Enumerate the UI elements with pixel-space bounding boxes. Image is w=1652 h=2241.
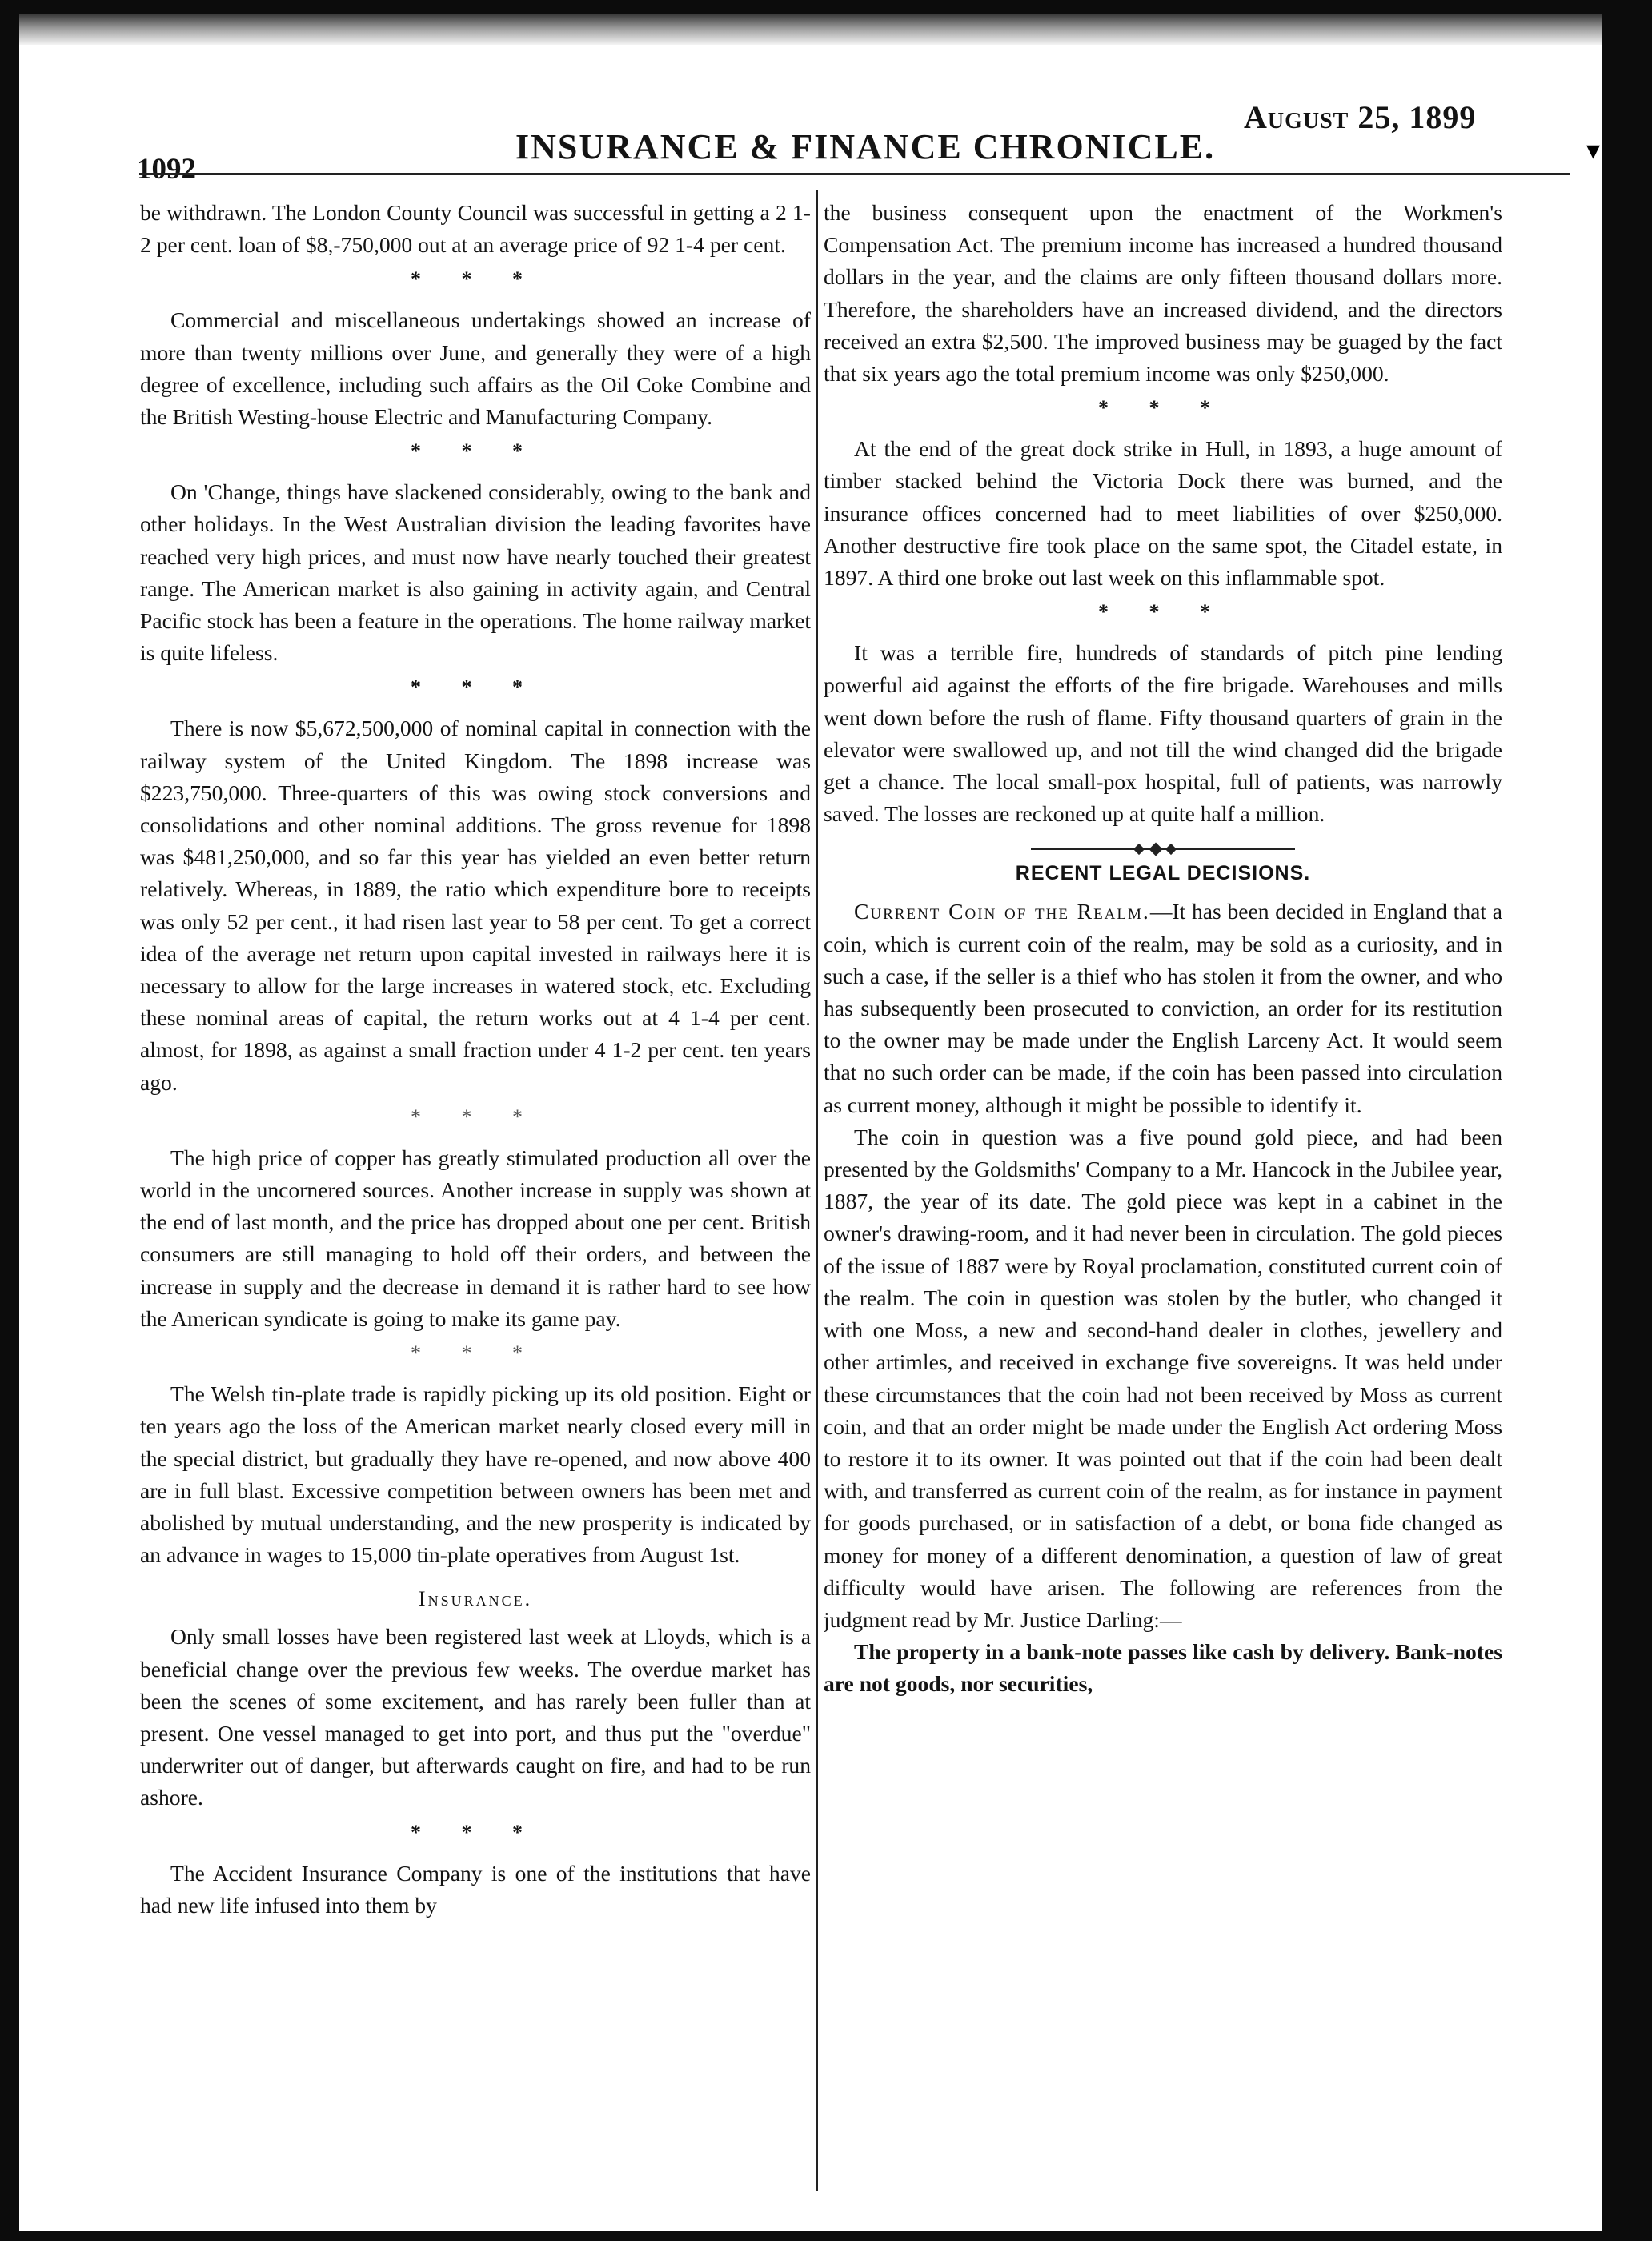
left-column — [140, 197, 811, 2190]
insurance-subheading: Insurance. — [418, 1587, 533, 1611]
article-paragraph: On 'Change, things have slackened considerably, owing to the bank and other holidays. In the West Australian division the leading favorites have reached very high prices, and must now have nearly touched their greatest range. The American market is also gaining in activity again, and Central Pacific stock has been a feature in the operations. The home railway market is quite lifeless. — [140, 479, 811, 666]
section-separator: * * * — [411, 1341, 540, 1365]
section-separator: * * * — [411, 1820, 540, 1844]
page-header — [19, 86, 1602, 186]
section-title: RECENT LEGAL DECISIONS. — [1015, 862, 1311, 885]
newspaper-page — [19, 14, 1602, 2231]
section-separator: * * * — [1098, 600, 1228, 624]
publication-title: INSURANCE & FINANCE CHRONICLE. — [515, 127, 1216, 166]
section-separator: * * * — [411, 267, 540, 291]
article-paragraph: be withdrawn. The London County Council was successful in getting a 2 1-2 per cent. loan of $8,-750,000 out at an average price of 92 1-4 per cent. — [140, 200, 811, 258]
article-paragraph: The Welsh tin-plate trade is rapidly picking up its old position. Eight or ten years ago the loss of the American market nearly closed every mill in the special district, but gradually they have re-opened, and now above 400 are in full blast. Excessive competition between owners has been met and abolished by mutual understanding, and the new prosperity is indicated by an advance in wages to 15,000 tin-plate operatives from August 1st. — [140, 1381, 811, 1568]
margin-mark-icon: ▾ — [1586, 136, 1601, 166]
ornament-diamond — [1149, 843, 1163, 856]
article-paragraph: At the end of the great dock strike in Hull, in 1893, a huge amount of timber stacked behind the Victoria Dock there was burned, and the insurance offices concerned had to meet liabilities of over $250,000. Another destructive fire took place on the same spot, the Citadel estate, in 1897. A third one broke out last week on this inflammable spot. — [824, 436, 1502, 591]
ornament-diamond — [1165, 844, 1177, 855]
column-divider — [816, 190, 818, 2191]
article-paragraph: The high price of copper has greatly stimulated production all over the world in the uncornered sources. Another increase in supply was shown at the end of last month, and the price has dropped about one per cent. British consumers are still managing to hold off their orders, and between the increase in supply and the decrease in demand it is rather hard to see how the American syndicate is going to make its game pay. — [140, 1145, 811, 1331]
judgment-excerpt: The property in a bank-note passes like cash by delivery. Bank-notes are not goods, nor securities, — [824, 1639, 1502, 1697]
page-number: 1092 — [137, 153, 196, 186]
scan-edge — [19, 14, 1602, 45]
run-in-heading: Current Coin of the Realm. — [854, 899, 1150, 924]
article-paragraph: Only small losses have been registered last week at Lloyds, which is a beneficial change over the previous few weeks. The overdue market has been the scenes of some excitement, and has rarely been fuller than at present. One vessel managed to get into port, and thus put the "overdue" underwriter out of danger, but afterwards caught on fire, and had to be run ashore. — [140, 1624, 811, 1810]
section-separator: * * * — [1098, 396, 1228, 420]
article-paragraph: The coin in question was a five pound gold piece, and had been presented by the Goldsmiths' Company to a Mr. Hancock in the Jubilee year, 1887, the year of its date. The gold piece was kept in a cabinet in the owner's drawing-room, and it had never been in circulation. The gold pieces of the issue of 1887 were by Royal proclamation, constituted current coin of the realm. The coin in question was stolen by the butler, who changed it with one Moss, a new and second-hand dealer in clothes, jewellery and other artimles, and received in exchange five sovereigns. It was held under these circumstances that the coin had not been received by Moss as current coin, and that an order might be made under the English Act ordering Moss to restore it to its owner. It was pointed out that if the coin had been dealt with, and transferred as current coin of the realm, as for instance in payment for goods purchased, or in satisfaction of a debt, or bona fide changed as money for money of a different denomination, a question of law of great difficulty would have arisen. The following are references from the judgment read by Mr. Justice Darling:— — [824, 1124, 1502, 1632]
section-separator: * * * — [411, 1104, 540, 1129]
ornament-line — [1031, 848, 1295, 850]
issue-date: August 25, 1899 — [1244, 99, 1477, 135]
section-separator: * * * — [411, 439, 540, 463]
ornament-diamond — [1133, 844, 1145, 855]
article-paragraph: There is now $5,672,500,000 of nominal capital in connection with the railway system of the United Kingdom. The 1898 increase was $223,750,000. Three-quarters of this was owing stock conversions and consolidations and other nominal additions. The gross revenue for 1898 was $481,250,000, and so far this year has yielded an even better return relatively. Whereas, in 1889, the ratio which expenditure bore to receipts was only 52 per cent., it had risen last year to 58 per cent. To get a correct idea of the average net return upon capital invested in railways here it is necessary to allow for the large increases in watered stock, etc. Excluding these nominal areas of capital, the return works out at 4 1-4 per cent. almost, for 1898, as against a small fraction under 4 1-2 per cent. ten years ago. — [140, 716, 811, 1095]
ornamental-rule — [1031, 844, 1295, 854]
paragraph-text: —It has been decided in England that a coin, which is current coin of the realm, may be sold as a curiosity, and in such a case, if the seller is a thief who has stolen it from the owner, and who has subsequently been prosecuted to conviction, an order for its restitution to the owner may be made under the English Larceny Act. It would seem that no such order can be made, if the coin has been passed into circulation as current money, although it might be possible to identify it. — [824, 899, 1502, 1117]
right-column — [824, 197, 1502, 2190]
header-rule — [139, 173, 1570, 175]
article-paragraph — [824, 896, 1502, 1120]
article-paragraph: The Accident Insurance Company is one of the institutions that have had new life infused into them by — [140, 1860, 811, 1918]
article-paragraph: It was a terrible fire, hundreds of standards of pitch pine lending powerful aid against the efforts of the fire brigade. Warehouses and mills went down before the rush of flame. Fifty thousand quarters of grain in the elevator were swallowed up, and not till the wind changed did the brigade get a chance. The local small-pox hospital, full of patients, was narrowly saved. The losses are reckoned up at quite half a million. — [824, 640, 1502, 827]
article-paragraph: the business consequent upon the enactment of the Workmen's Compensation Act. The premium income has increased a hundred thousand dollars in the year, and the claims are only fifteen thousand dollars more. Therefore, the shareholders have an increased dividend, and the directors received an extra $2,500. The improved business may be guaged by the fact that six years ago the total premium income was only $250,000. — [824, 200, 1502, 387]
section-separator: * * * — [411, 676, 540, 700]
article-paragraph: Commercial and miscellaneous undertakings showed an increase of more than twenty millions over June, and generally they were of a high degree of excellence, including such affairs as the Oil Coke Combine and the British Westing-house Electric and Manufacturing Company. — [140, 307, 811, 430]
